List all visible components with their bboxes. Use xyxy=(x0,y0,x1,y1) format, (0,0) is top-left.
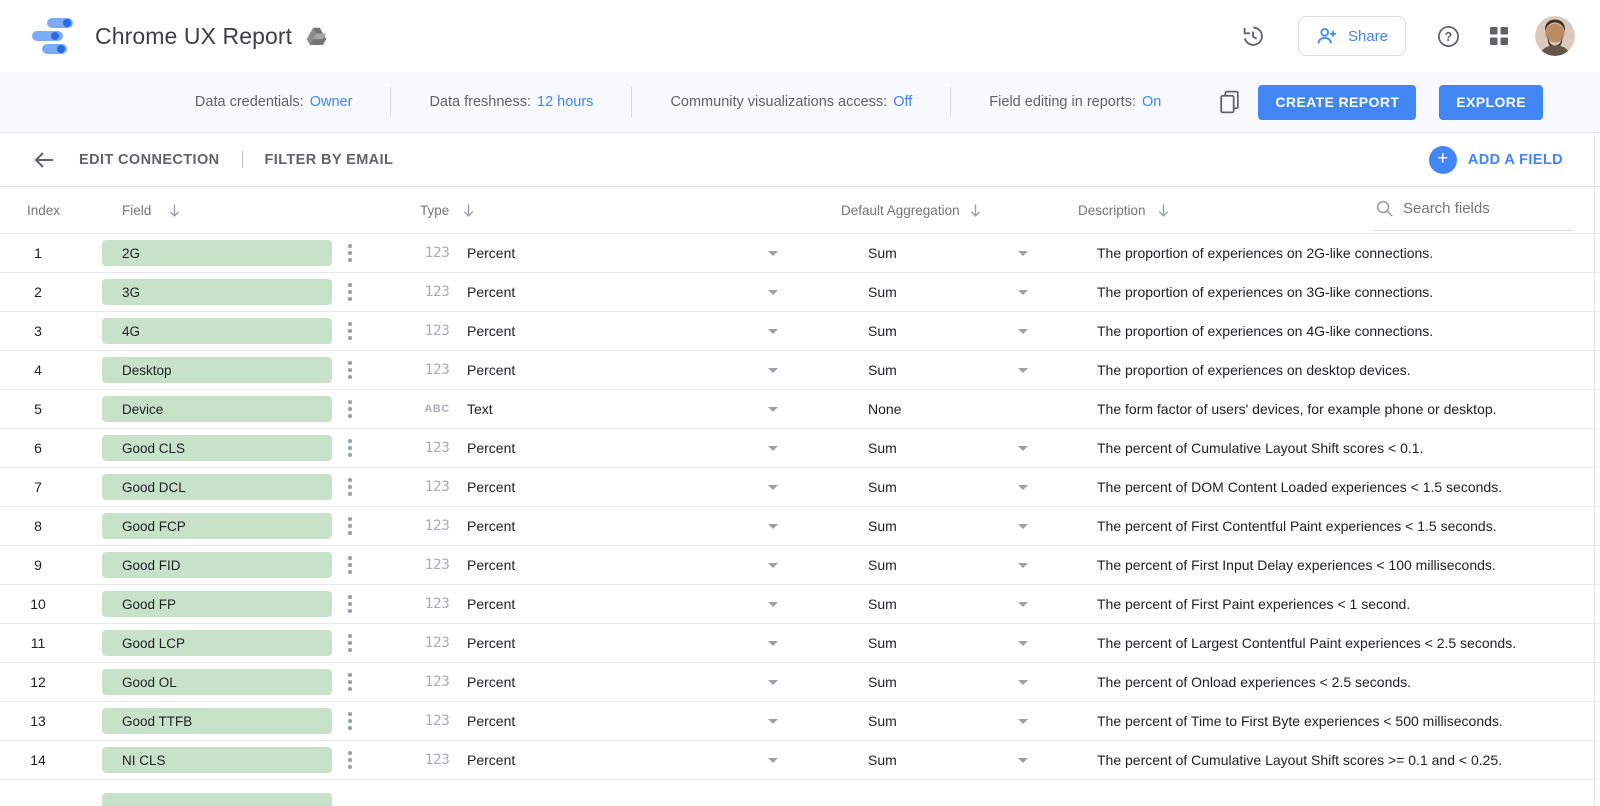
field-menu-icon[interactable] xyxy=(344,279,356,305)
field-name-pill[interactable]: Good CLS xyxy=(102,435,332,461)
field-type-label: Percent xyxy=(467,596,516,612)
caret-down-icon xyxy=(1018,719,1028,724)
field-menu-icon[interactable] xyxy=(344,669,356,695)
field-type-select[interactable] xyxy=(420,440,841,456)
field-description[interactable]: The percent of First Contentful Paint experiences < 1.5 seconds. xyxy=(1097,518,1497,534)
field-type-icon: 123 xyxy=(424,635,450,651)
table-row xyxy=(0,623,1600,662)
column-header-field: Field xyxy=(102,203,420,218)
field-menu-icon[interactable] xyxy=(344,396,356,422)
row-index: 5 xyxy=(34,401,42,417)
field-menu-icon[interactable] xyxy=(344,747,356,773)
field-type-select[interactable] xyxy=(420,713,841,729)
caret-down-icon xyxy=(768,641,778,646)
field-name-pill[interactable]: Good DCL xyxy=(102,474,332,500)
field-menu-icon[interactable] xyxy=(344,474,356,500)
field-table-body xyxy=(0,233,1600,779)
table-row xyxy=(0,662,1600,701)
aggregation-select[interactable] xyxy=(841,518,1078,534)
table-row xyxy=(0,545,1600,584)
table-row xyxy=(0,584,1600,623)
search-fields-input[interactable] xyxy=(1403,200,1553,217)
share-label: Share xyxy=(1347,27,1388,45)
aggregation-select[interactable] xyxy=(841,323,1078,339)
caret-down-icon xyxy=(768,602,778,607)
field-type-icon: 123 xyxy=(424,752,450,768)
table-row xyxy=(0,506,1600,545)
table-row-partial xyxy=(0,779,1600,806)
table-row xyxy=(0,272,1600,311)
aggregation-value: Sum xyxy=(868,674,897,690)
caret-down-icon xyxy=(1018,563,1028,568)
field-type-select[interactable] xyxy=(420,674,841,690)
field-menu-icon[interactable] xyxy=(344,240,356,266)
field-type-label: Percent xyxy=(467,479,516,495)
caret-down-icon xyxy=(1018,251,1028,256)
table-row xyxy=(0,389,1600,428)
field-type-select[interactable] xyxy=(420,518,841,534)
field-type-icon: 123 xyxy=(424,362,450,378)
field-type-select[interactable] xyxy=(420,401,841,417)
sort-down-icon[interactable] xyxy=(462,203,475,218)
field-type-icon: 123 xyxy=(424,596,450,612)
row-index: 8 xyxy=(34,518,42,534)
field-name-pill[interactable]: Good LCP xyxy=(102,630,332,656)
version-history-icon[interactable] xyxy=(1239,23,1265,49)
row-index: 9 xyxy=(34,557,42,573)
data-freshness-setting[interactable]: Data freshness: 12 hours xyxy=(429,94,594,110)
sort-down-icon[interactable] xyxy=(969,203,982,218)
caret-down-icon xyxy=(768,446,778,451)
caret-down-icon xyxy=(768,329,778,334)
field-type-icon: 123 xyxy=(424,557,450,573)
field-description[interactable]: The percent of Largest Contentful Paint experiences < 2.5 seconds. xyxy=(1097,635,1517,651)
aggregation-select[interactable] xyxy=(841,674,1078,690)
field-menu-icon[interactable] xyxy=(344,318,356,344)
caret-down-icon xyxy=(768,251,778,256)
caret-down-icon xyxy=(1018,368,1028,373)
search-icon xyxy=(1375,199,1394,218)
aggregation-select[interactable] xyxy=(841,713,1078,729)
field-type-label: Percent xyxy=(467,284,516,300)
aggregation-value: Sum xyxy=(868,518,897,534)
field-menu-icon[interactable] xyxy=(344,357,356,383)
datasource-toolbar xyxy=(0,72,1600,133)
app-header xyxy=(0,0,1600,72)
aggregation-value: Sum xyxy=(868,596,897,612)
share-button[interactable] xyxy=(1298,16,1406,56)
field-name-pill[interactable]: 4G xyxy=(102,318,332,344)
table-row xyxy=(0,428,1600,467)
field-description[interactable]: The percent of First Input Delay experiences < 100 milliseconds. xyxy=(1097,557,1496,573)
aggregation-select[interactable] xyxy=(841,284,1078,300)
field-menu-icon[interactable] xyxy=(344,708,356,734)
caret-down-icon xyxy=(1018,290,1028,295)
table-row xyxy=(0,467,1600,506)
add-field-button[interactable]: + ADD A FIELD xyxy=(1429,146,1563,174)
field-name-pill[interactable]: Device xyxy=(102,396,332,422)
aggregation-select[interactable] xyxy=(841,596,1078,612)
aggregation-select[interactable] xyxy=(841,362,1078,378)
field-name-pill[interactable]: 3G xyxy=(102,279,332,305)
svg-text:?: ? xyxy=(1444,29,1453,44)
caret-down-icon xyxy=(1018,485,1028,490)
caret-down-icon xyxy=(768,368,778,373)
user-avatar[interactable] xyxy=(1535,16,1575,56)
page-title: Chrome UX Report xyxy=(95,22,293,49)
caret-down-icon xyxy=(768,758,778,763)
field-description[interactable]: The percent of Cumulative Layout Shift scores >= 0.1 and < 0.25. xyxy=(1097,752,1503,768)
caret-down-icon xyxy=(1018,641,1028,646)
field-name-pill[interactable]: Good TTFB xyxy=(102,708,332,734)
aggregation-select[interactable] xyxy=(841,635,1078,651)
field-type-select[interactable] xyxy=(420,557,841,573)
aggregation-value: Sum xyxy=(868,362,897,378)
plus-icon: + xyxy=(1429,146,1457,174)
aggregation-select[interactable] xyxy=(841,245,1078,261)
filter-by-email-button[interactable]: FILTER BY EMAIL xyxy=(255,152,404,168)
aggregation-value: Sum xyxy=(868,245,897,261)
caret-down-icon xyxy=(1018,602,1028,607)
field-description[interactable]: The form factor of users' devices, for example phone or desktop. xyxy=(1097,401,1497,417)
aggregation-value: Sum xyxy=(868,713,897,729)
caret-down-icon xyxy=(768,719,778,724)
aggregation-value: Sum xyxy=(868,752,897,768)
row-index: 10 xyxy=(30,596,46,612)
scroll-edge-divider xyxy=(1594,133,1595,806)
field-type-label: Percent xyxy=(467,713,516,729)
row-index: 12 xyxy=(30,674,46,690)
field-type-icon: 123 xyxy=(424,674,450,690)
field-type-label: Percent xyxy=(467,752,516,768)
data-credentials-setting[interactable]: Data credentials: Owner xyxy=(194,94,353,110)
field-type-label: Percent xyxy=(467,557,516,573)
aggregation-value: Sum xyxy=(868,323,897,339)
field-name-pill[interactable]: Good FCP xyxy=(102,513,332,539)
row-index: 14 xyxy=(30,752,46,768)
row-index: 13 xyxy=(30,713,46,729)
field-type-select[interactable] xyxy=(420,362,841,378)
column-header-index: Index xyxy=(27,202,61,218)
field-description[interactable]: The proportion of experiences on 2G-like connections. xyxy=(1097,245,1434,261)
field-type-label: Percent xyxy=(467,440,516,456)
field-type-label: Percent xyxy=(467,674,516,690)
help-icon[interactable] xyxy=(1436,24,1461,49)
field-menu-icon[interactable] xyxy=(344,513,356,539)
drive-icon[interactable] xyxy=(306,27,327,46)
caret-down-icon xyxy=(768,524,778,529)
caret-down-icon xyxy=(768,407,778,412)
field-type-label: Percent xyxy=(467,518,516,534)
person-add-icon xyxy=(1316,25,1338,47)
field-type-label: Percent xyxy=(467,245,516,261)
search-fields-box xyxy=(1373,191,1573,231)
apps-grid-icon[interactable] xyxy=(1488,25,1510,47)
back-arrow-icon[interactable] xyxy=(32,148,56,172)
caret-down-icon xyxy=(768,485,778,490)
field-type-select[interactable] xyxy=(420,284,841,300)
explore-button[interactable]: EXPLORE xyxy=(1439,85,1543,120)
field-type-select[interactable] xyxy=(420,245,841,261)
community-visualizations-setting[interactable]: Community visualizations access: Off xyxy=(670,94,913,110)
field-name-pill[interactable] xyxy=(102,793,332,806)
aggregation-select[interactable] xyxy=(841,752,1078,768)
field-type-select[interactable] xyxy=(420,752,841,768)
field-name-pill[interactable]: Desktop xyxy=(102,357,332,383)
field-type-icon: 123 xyxy=(424,479,450,495)
field-description[interactable]: The proportion of experiences on desktop devices. xyxy=(1097,362,1411,378)
field-type-icon: 123 xyxy=(424,518,450,534)
field-description[interactable]: The percent of First Paint experiences < 1 second. xyxy=(1097,596,1411,612)
duplicate-icon[interactable] xyxy=(1217,88,1242,116)
aggregation-select[interactable] xyxy=(841,557,1078,573)
field-description[interactable]: The proportion of experiences on 3G-like connections. xyxy=(1097,284,1434,300)
field-menu-icon[interactable] xyxy=(344,591,356,617)
field-description[interactable]: The proportion of experiences on 4G-like connections. xyxy=(1097,323,1434,339)
caret-down-icon xyxy=(768,563,778,568)
field-type-select[interactable] xyxy=(420,479,841,495)
row-index: 7 xyxy=(34,479,42,495)
field-menu-icon[interactable] xyxy=(344,435,356,461)
table-row xyxy=(0,311,1600,350)
field-type-select[interactable] xyxy=(420,596,841,612)
caret-down-icon xyxy=(1018,329,1028,334)
data-studio-logo-icon[interactable] xyxy=(32,18,74,54)
field-type-icon: ABC xyxy=(424,403,450,415)
aggregation-select[interactable] xyxy=(841,401,1078,417)
field-type-select[interactable] xyxy=(420,635,841,651)
aggregation-value: None xyxy=(868,401,902,417)
field-name-pill[interactable]: Good OL xyxy=(102,669,332,695)
row-index: 2 xyxy=(34,284,42,300)
caret-down-icon xyxy=(1018,680,1028,685)
column-header-description: Description xyxy=(1078,203,1600,218)
field-description[interactable]: The percent of Time to First Byte experiences < 500 milliseconds. xyxy=(1097,713,1503,729)
table-row xyxy=(0,701,1600,740)
aggregation-value: Sum xyxy=(868,635,897,651)
table-row xyxy=(0,350,1600,389)
field-type-label: Percent xyxy=(467,635,516,651)
caret-down-icon xyxy=(1018,524,1028,529)
field-name-pill[interactable]: Good FP xyxy=(102,591,332,617)
field-type-icon: 123 xyxy=(424,440,450,456)
field-type-icon: 123 xyxy=(424,284,450,300)
create-report-button[interactable]: CREATE REPORT xyxy=(1258,85,1416,120)
edit-connection-button[interactable]: EDIT CONNECTION xyxy=(69,152,230,168)
aggregation-value: Sum xyxy=(868,557,897,573)
field-type-icon: 123 xyxy=(424,245,450,261)
aggregation-value: Sum xyxy=(868,440,897,456)
subheader-divider xyxy=(242,151,243,168)
header-actions xyxy=(1239,16,1575,56)
field-type-label: Text xyxy=(467,401,493,417)
caret-down-icon xyxy=(1018,758,1028,763)
caret-down-icon xyxy=(1018,446,1028,451)
field-type-label: Percent xyxy=(467,323,516,339)
caret-down-icon xyxy=(768,680,778,685)
field-name-pill[interactable]: Good FID xyxy=(102,552,332,578)
field-description[interactable]: The percent of Onload experiences < 2.5 seconds. xyxy=(1097,674,1412,690)
row-index: 3 xyxy=(34,323,42,339)
row-index: 4 xyxy=(34,362,42,378)
sort-down-icon[interactable] xyxy=(1157,203,1170,218)
fields-table-header xyxy=(0,187,1600,233)
aggregation-value: Sum xyxy=(868,284,897,300)
field-type-icon: 123 xyxy=(424,323,450,339)
sort-down-icon[interactable] xyxy=(168,203,181,218)
table-row xyxy=(0,233,1600,272)
field-description[interactable]: The percent of DOM Content Loaded experiences < 1.5 seconds. xyxy=(1097,479,1503,495)
field-menu-icon[interactable] xyxy=(344,630,356,656)
field-description[interactable]: The percent of Cumulative Layout Shift scores < 0.1. xyxy=(1097,440,1424,456)
field-name-pill[interactable]: 2G xyxy=(102,240,332,266)
column-header-type: Type xyxy=(420,203,841,218)
connection-bar xyxy=(0,133,1600,187)
row-index: 1 xyxy=(34,245,42,261)
row-index: 6 xyxy=(34,440,42,456)
column-header-aggregation: Default Aggregation xyxy=(841,203,1078,218)
field-name-pill[interactable]: NI CLS xyxy=(102,747,332,773)
field-type-label: Percent xyxy=(467,362,516,378)
aggregation-value: Sum xyxy=(868,479,897,495)
aggregation-select[interactable] xyxy=(841,479,1078,495)
field-type-icon: 123 xyxy=(424,713,450,729)
row-index: 11 xyxy=(30,635,46,651)
aggregation-select[interactable] xyxy=(841,440,1078,456)
field-editing-setting[interactable]: Field editing in reports: On xyxy=(989,94,1162,110)
field-menu-icon[interactable] xyxy=(344,552,356,578)
table-row xyxy=(0,740,1600,779)
caret-down-icon xyxy=(768,290,778,295)
field-type-select[interactable] xyxy=(420,323,841,339)
